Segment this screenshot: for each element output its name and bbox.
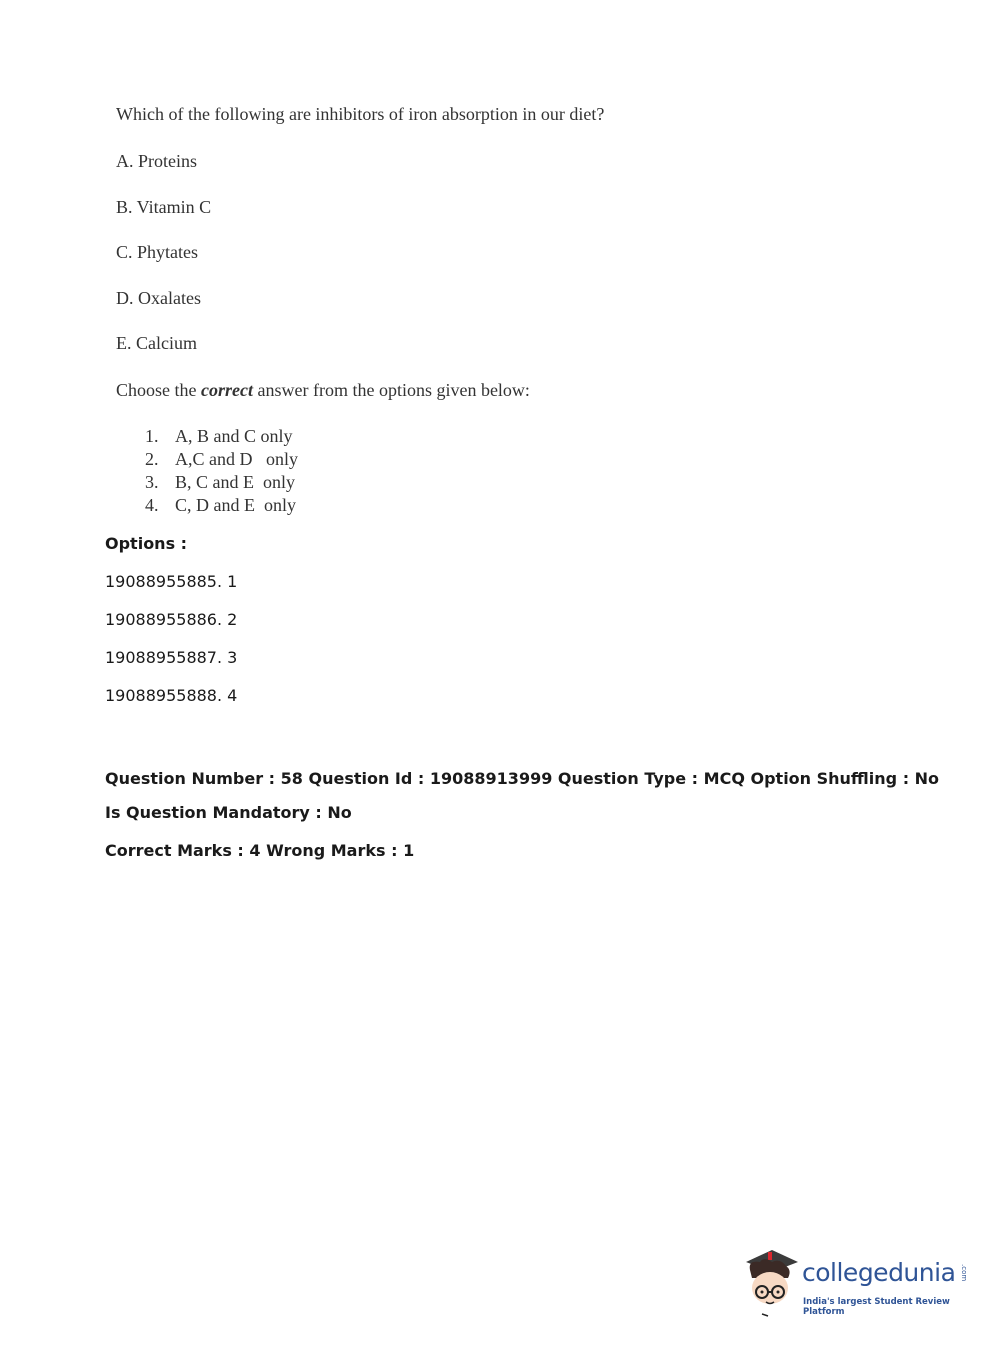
- option-item-1: 19088955885. 1: [105, 572, 238, 591]
- statement-e: E. Calcium: [116, 333, 197, 353]
- options-heading: Options :: [105, 534, 188, 553]
- choice-number: 2.: [145, 449, 159, 469]
- mandatory-line: Is Question Mandatory : No: [105, 803, 352, 822]
- logo-wordmark: collegedunia: [802, 1258, 956, 1287]
- option-item-4: 19088955888. 4: [105, 686, 238, 705]
- option-item-2: 19088955886. 2: [105, 610, 238, 629]
- choice-1: [145, 426, 293, 447]
- question-prompt: Which of the following are inhibitors of iron absorption in our diet?: [116, 104, 605, 124]
- choice-number: 1.: [145, 426, 159, 446]
- choice-2: [145, 449, 298, 470]
- choice-number: 4.: [145, 495, 159, 515]
- option-item-3: 19088955887. 3: [105, 648, 238, 667]
- logo-tagline: India's largest Student Review Platform: [803, 1297, 950, 1317]
- statement-b: B. Vitamin C: [116, 197, 212, 217]
- logo-suffix: .com: [960, 1264, 968, 1282]
- statement-a: A. Proteins: [116, 151, 197, 171]
- mascot-icon: [742, 1248, 802, 1320]
- choice-number: 3.: [145, 472, 159, 492]
- marks-line: Correct Marks : 4 Wrong Marks : 1: [105, 841, 415, 860]
- question-meta-line: Question Number : 58 Question Id : 19088913999 Question Type : MCQ Option Shuffling : No: [105, 769, 940, 788]
- choice-4: [145, 495, 296, 516]
- instruction: [116, 380, 530, 401]
- collegedunia-logo: [742, 1248, 972, 1320]
- choice-text: C, D and E only: [175, 495, 296, 515]
- statement-c: C. Phytates: [116, 242, 199, 262]
- choice-text: A,C and D only: [175, 449, 298, 469]
- instruction-before: Choose the: [116, 380, 201, 400]
- statement-d: D. Oxalates: [116, 288, 201, 308]
- choice-text: B, C and E only: [175, 472, 295, 492]
- instruction-emphasis: correct: [201, 380, 253, 400]
- choice-text: A, B and C only: [175, 426, 293, 446]
- choice-3: [145, 472, 295, 493]
- instruction-after: answer from the options given below:: [252, 380, 530, 400]
